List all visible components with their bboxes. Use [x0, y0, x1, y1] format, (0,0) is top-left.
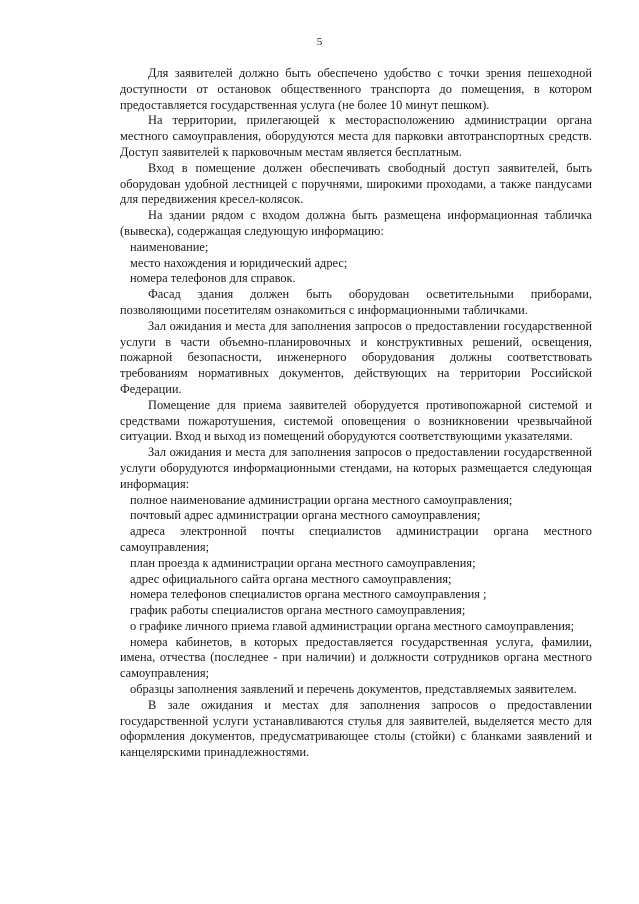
- list-item: адрес официального сайта органа местного самоуправления;: [130, 571, 452, 586]
- paragraph: Фасад здания должен быть оборудован осветительными приборами, позволяющими посетителям ознакомиться с информационными табличками.: [120, 287, 592, 317]
- list-item: адреса электронной почты специалистов администрации органа местного самоуправления;: [120, 524, 592, 554]
- paragraph: На здании рядом с входом должна быть размещена информационная табличка (вывеска), содержащая следующую информацию:: [120, 208, 592, 238]
- paragraph: Зал ожидания и места для заполнения запросов о предоставлении государственной услуги в части объемно-планировочных и конструктивных решений, освещения, пожарной безопасности, инженерного оборудования должны соответствовать требованиям нормативных документов, действующих на территории Российской Федерации.: [120, 318, 592, 396]
- paragraph: Вход в помещение должен обеспечивать свободный доступ заявителей, быть оборудован удобной лестницей с поручнями, широкими проходами, а также пандусами для передвижения кресел-колясок.: [120, 160, 592, 207]
- document-body: [120, 66, 592, 761]
- list-item: план проезда к администрации органа местного самоуправления;: [130, 555, 476, 570]
- list-item: номера телефонов специалистов органа местного самоуправления ;: [130, 587, 487, 602]
- list-item: график работы специалистов органа местного самоуправления;: [130, 603, 466, 618]
- paragraph: Зал ожидания и места для заполнения запросов о предоставлении государственной услуги оборудуются информационными стендами, на которых размещается следующая информация:: [120, 445, 592, 491]
- paragraph: В зале ожидания и местах для заполнения запросов о предоставлении государственной услуги устанавливаются стулья для заявителей, выделяется место для оформления документов, предусматривающее столы (стойки) с бланками заявлений и канцелярскими принадлежностями.: [120, 697, 592, 760]
- list-item: номера кабинетов, в которых предоставляется государственная услуга, фамилии, имена, отчества (последнее - при наличии) и должности сотрудников органа местного самоуправления;: [120, 634, 592, 681]
- paragraph: Помещение для приема заявителей оборудуется противопожарной системой и средствами пожаротушения, системой оповещения о возникновении чрезвычайной ситуации. Вход и выход из помещений оборудуются соответствующими указателями.: [120, 397, 592, 444]
- paragraph: Для заявителей должно быть обеспечено удобство с точки зрения пешеходной доступности от остановок общественного транспорта до помещения, в котором предоставляется государственная услуга (не более 10 минут пешком).: [120, 66, 592, 112]
- list-item: о графике личного приема главой администрации органа местного самоуправления;: [130, 618, 575, 633]
- list-item: место нахождения и юридический адрес;: [130, 255, 348, 270]
- list-item: почтовый адрес администрации органа местного самоуправления;: [130, 508, 481, 523]
- page-number: 5: [316, 36, 323, 48]
- list-item: наименование;: [130, 239, 209, 254]
- list-item: полное наименование администрации органа местного самоуправления;: [130, 492, 513, 507]
- list-item: номера телефонов для справок.: [130, 271, 296, 286]
- list-item: образцы заполнения заявлений и перечень документов, представляемых заявителем.: [130, 682, 577, 697]
- paragraph: На территории, прилегающей к месторасположению администрации органа местного самоуправления, оборудуются места для парковки автотранспортных средств. Доступ заявителей к парковочным местам является бесплатным.: [120, 113, 592, 159]
